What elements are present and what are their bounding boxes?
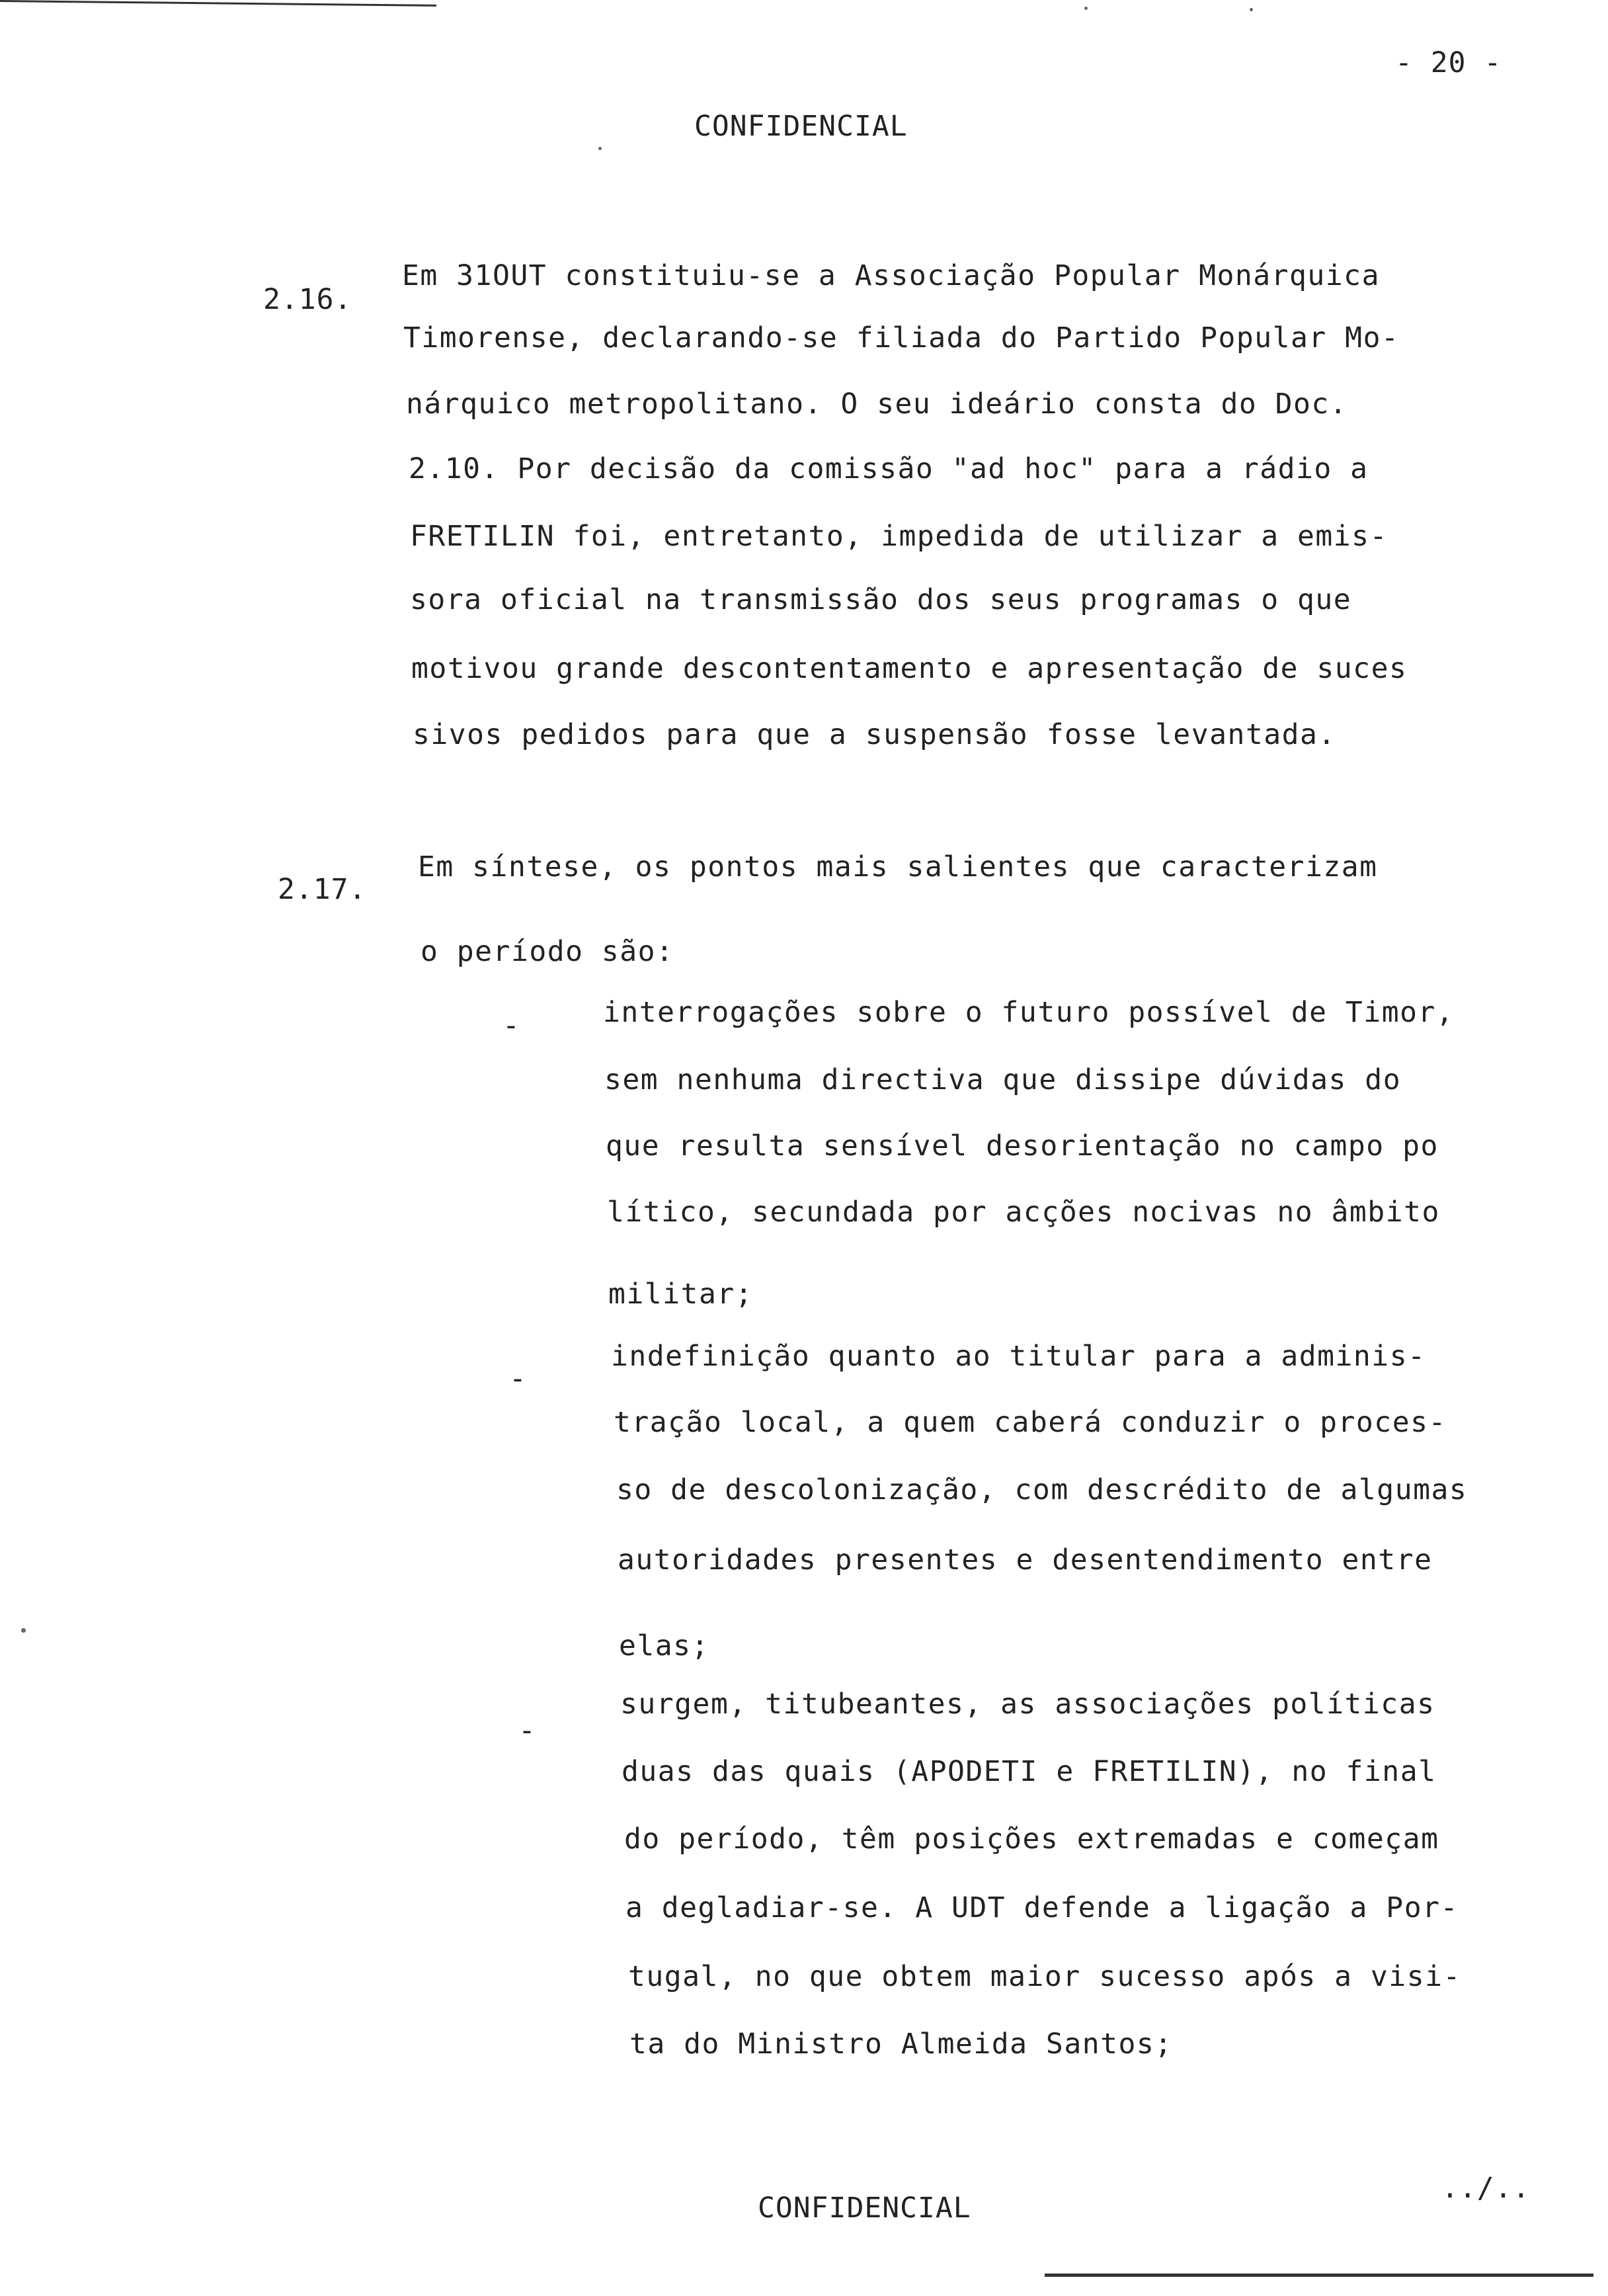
bullet-line: a degladiar-se. A UDT defende a ligação a Por- bbox=[625, 1891, 1459, 1924]
bullet-line: tugal, no que obtem maior sucesso após a visi- bbox=[628, 1960, 1461, 1993]
bullet-line: so de descolonização, com descrédito de algumas bbox=[616, 1473, 1468, 1506]
bullet-marker: - bbox=[518, 1714, 536, 1747]
bullet-line: lítico, secundada por acções nocivas no âmbito bbox=[607, 1196, 1440, 1229]
paragraph-line: 2.10. Por decisão da comissão "ad hoc" para a rádio a bbox=[409, 452, 1369, 485]
paragraph-line: Timorense, declarando-se filiada do Partido Popular Mo- bbox=[403, 321, 1400, 354]
bullet-line: surgem, titubeantes, as associações políticas bbox=[620, 1688, 1435, 1721]
bullet-line: sem nenhuma directiva que dissipe dúvidas do bbox=[604, 1063, 1402, 1096]
header-classification: CONFIDENCIAL bbox=[694, 110, 908, 143]
scan-edge-top bbox=[0, 0, 436, 7]
section-number: 2.16. bbox=[263, 283, 352, 316]
paragraph-line: nárquico metropolitano. O seu ideário consta do Doc. bbox=[406, 388, 1348, 421]
scan-speck bbox=[598, 147, 602, 150]
paragraph-line: sora oficial na transmissão dos seus programas o que bbox=[410, 583, 1352, 616]
bullet-line: indefinição quanto ao titular para a adminis- bbox=[611, 1340, 1426, 1373]
scan-speck bbox=[1250, 8, 1253, 11]
bullet-line: tração local, a quem caberá conduzir o proces- bbox=[614, 1406, 1447, 1439]
scan-speck bbox=[21, 1628, 26, 1633]
bullet-line: ta do Ministro Almeida Santos; bbox=[629, 2028, 1173, 2061]
bullet-line: elas; bbox=[619, 1629, 709, 1662]
scan-speck bbox=[1084, 7, 1088, 10]
paragraph-line: o período são: bbox=[421, 935, 674, 968]
bullet-line: que resulta sensível desorientação no campo po bbox=[606, 1129, 1439, 1163]
paragraph-line: Em 31OUT constituiu-se a Associação Popular Monárquica bbox=[402, 259, 1380, 292]
paragraph-line: Em síntese, os pontos mais salientes que caracterizam bbox=[418, 850, 1378, 883]
paragraph-line: motivou grande descontentamento e apresentação de suces bbox=[411, 652, 1408, 685]
bullet-line: militar; bbox=[608, 1278, 754, 1311]
scan-edge-bottom bbox=[1045, 2274, 1593, 2277]
footer-classification: CONFIDENCIAL bbox=[758, 2192, 971, 2225]
bullet-line: interrogações sobre o futuro possível de Timor, bbox=[603, 996, 1455, 1029]
continuation-marker: ../.. bbox=[1441, 2172, 1531, 2205]
bullet-line: autoridades presentes e desentendimento entre bbox=[618, 1543, 1433, 1577]
bullet-line: do período, têm posições extremadas e começam bbox=[624, 1823, 1439, 1856]
bullet-marker: - bbox=[509, 1362, 527, 1395]
bullet-line: duas das quais (APODETI e FRETILIN), no final bbox=[622, 1755, 1437, 1788]
section-number: 2.17. bbox=[278, 873, 367, 906]
paragraph-line: FRETILIN foi, entretanto, impedida de utilizar a emis- bbox=[410, 520, 1388, 553]
page-number: - 20 - bbox=[1395, 46, 1502, 79]
paragraph-line: sivos pedidos para que a suspensão fosse levantada. bbox=[413, 718, 1336, 751]
bullet-marker: - bbox=[502, 1009, 520, 1042]
